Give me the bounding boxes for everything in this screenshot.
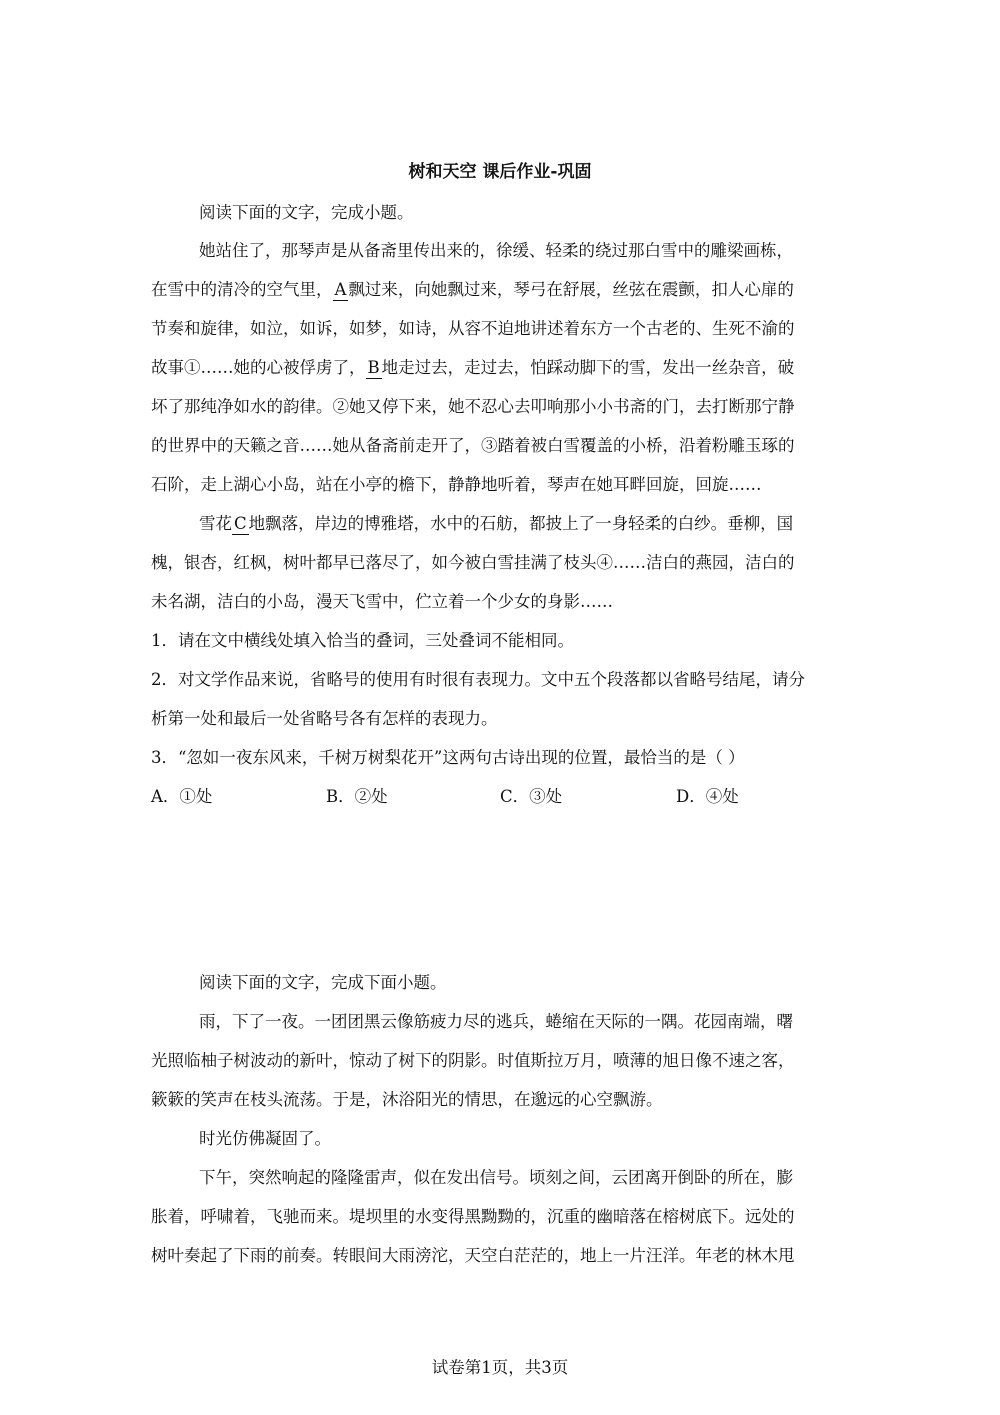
passage2-line: 雨，下了一夜。一团团黑云像筋疲力尽的逃兵，蜷缩在天际的一隅。花园南端，曙 — [199, 1012, 793, 1031]
question-3: 3．“忽如一夜东风来，千树万树梨花开”这两句古诗出现的位置，最恰当的是（ ） — [151, 748, 745, 767]
passage1-text: 飘过来，向她飘过来，琴弓在舒展，丝弦在震颤，扣人心扉的 — [348, 280, 794, 299]
option-c: C．③处 — [500, 787, 563, 806]
passage2-line: 树叶奏起了下雨的前奏。转眼间大雨滂沱，天空白茫茫的，地上一片汪洋。年老的林木甩 — [151, 1246, 795, 1265]
passage1-line: 节奏和旋律，如泣，如诉，如梦，如诗，从容不迫地讲述着东方一个古老的、生死不渝的 — [151, 319, 795, 338]
option-a: A．①处 — [151, 787, 213, 806]
passage2-line: 时光仿佛凝固了。 — [199, 1129, 331, 1148]
passage1-line: 的世界中的天籁之音……她从备斋前走开了，③踏着被白雪覆盖的小桥，沿着粉雕玉琢的 — [151, 436, 795, 455]
passage1-line: 石阶，走上湖心小岛，站在小亭的檐下，静静地听着，琴声在她耳畔回旋，回旋…… — [151, 475, 762, 494]
blank-b: B — [367, 358, 380, 377]
blank-c: C — [234, 514, 247, 533]
passage2-line: 光照临柚子树波动的新叶，惊动了树下的阴影。时值斯拉万月，喷薄的旭日像不速之客， — [151, 1051, 795, 1070]
passage1-text: 雪花 — [199, 514, 232, 533]
option-d: D．④处 — [676, 787, 739, 806]
passage1-intro: 阅读下面的文字，完成小题。 — [199, 203, 414, 222]
passage2-intro: 阅读下面的文字，完成下面小题。 — [199, 973, 447, 992]
passage1-line: 未名湖，洁白的小岛，漫天飞雪中，伫立着一个少女的身影…… — [151, 592, 613, 611]
option-b: B．②处 — [326, 787, 388, 806]
passage1-text: 地飘落，岸边的博雅塔，水中的石舫，都披上了一身轻柔的白纱。垂柳，国 — [248, 514, 794, 533]
passage2-line: 下午，突然响起的隆隆雷声，似在发出信号。顷刻之间，云团离开倒卧的所在，膨 — [199, 1168, 793, 1187]
passage1-text: 在雪中的清冷的空气里， — [151, 280, 333, 299]
passage1-line — [199, 511, 856, 537]
passage1-line — [151, 355, 856, 381]
passage2-line: 簌簌的笑声在枝头流荡。于是，沐浴阳光的情思，在邈远的心空飘游。 — [151, 1090, 663, 1109]
page-footer: 试卷第1页，共3页 — [431, 1358, 569, 1377]
document-title: 树和天空 课后作业-巩固 — [408, 162, 592, 182]
passage2-line: 胀着，呼啸着，飞驰而来。堤坝里的水变得黑黝黝的，沉重的幽暗落在榕树底下。远处的 — [151, 1207, 795, 1226]
blank-a: A — [334, 280, 347, 299]
passage1-text: 地走过去，走过去，怕踩动脚下的雪，发出一丝杂音，破 — [381, 358, 795, 377]
passage1-line — [151, 277, 856, 303]
question-1: 1．请在文中横线处填入恰当的叠词，三处叠词不能相同。 — [151, 631, 574, 650]
passage1-text: 故事①……她的心被俘虏了， — [151, 358, 366, 377]
passage1-line: 坏了那纯净如水的韵律。②她又停下来，她不忍心去叩响那小小书斋的门，去打断那宁静 — [151, 397, 795, 416]
passage1-line: 她站住了，那琴声是从备斋里传出来的，徐缓、轻柔的绕过那白雪中的雕梁画栋， — [199, 241, 793, 260]
question-2: 2．对文学作品来说，省略号的使用有时很有表现力。文中五个段落都以省略号结尾，请分 — [151, 670, 805, 689]
passage1-line: 槐，银杏，红枫，树叶都早已落尽了，如今被白雪挂满了枝头④……洁白的燕园，洁白的 — [151, 553, 795, 572]
question-2-cont: 析第一处和最后一处省略号各有怎样的表现力。 — [151, 709, 498, 728]
